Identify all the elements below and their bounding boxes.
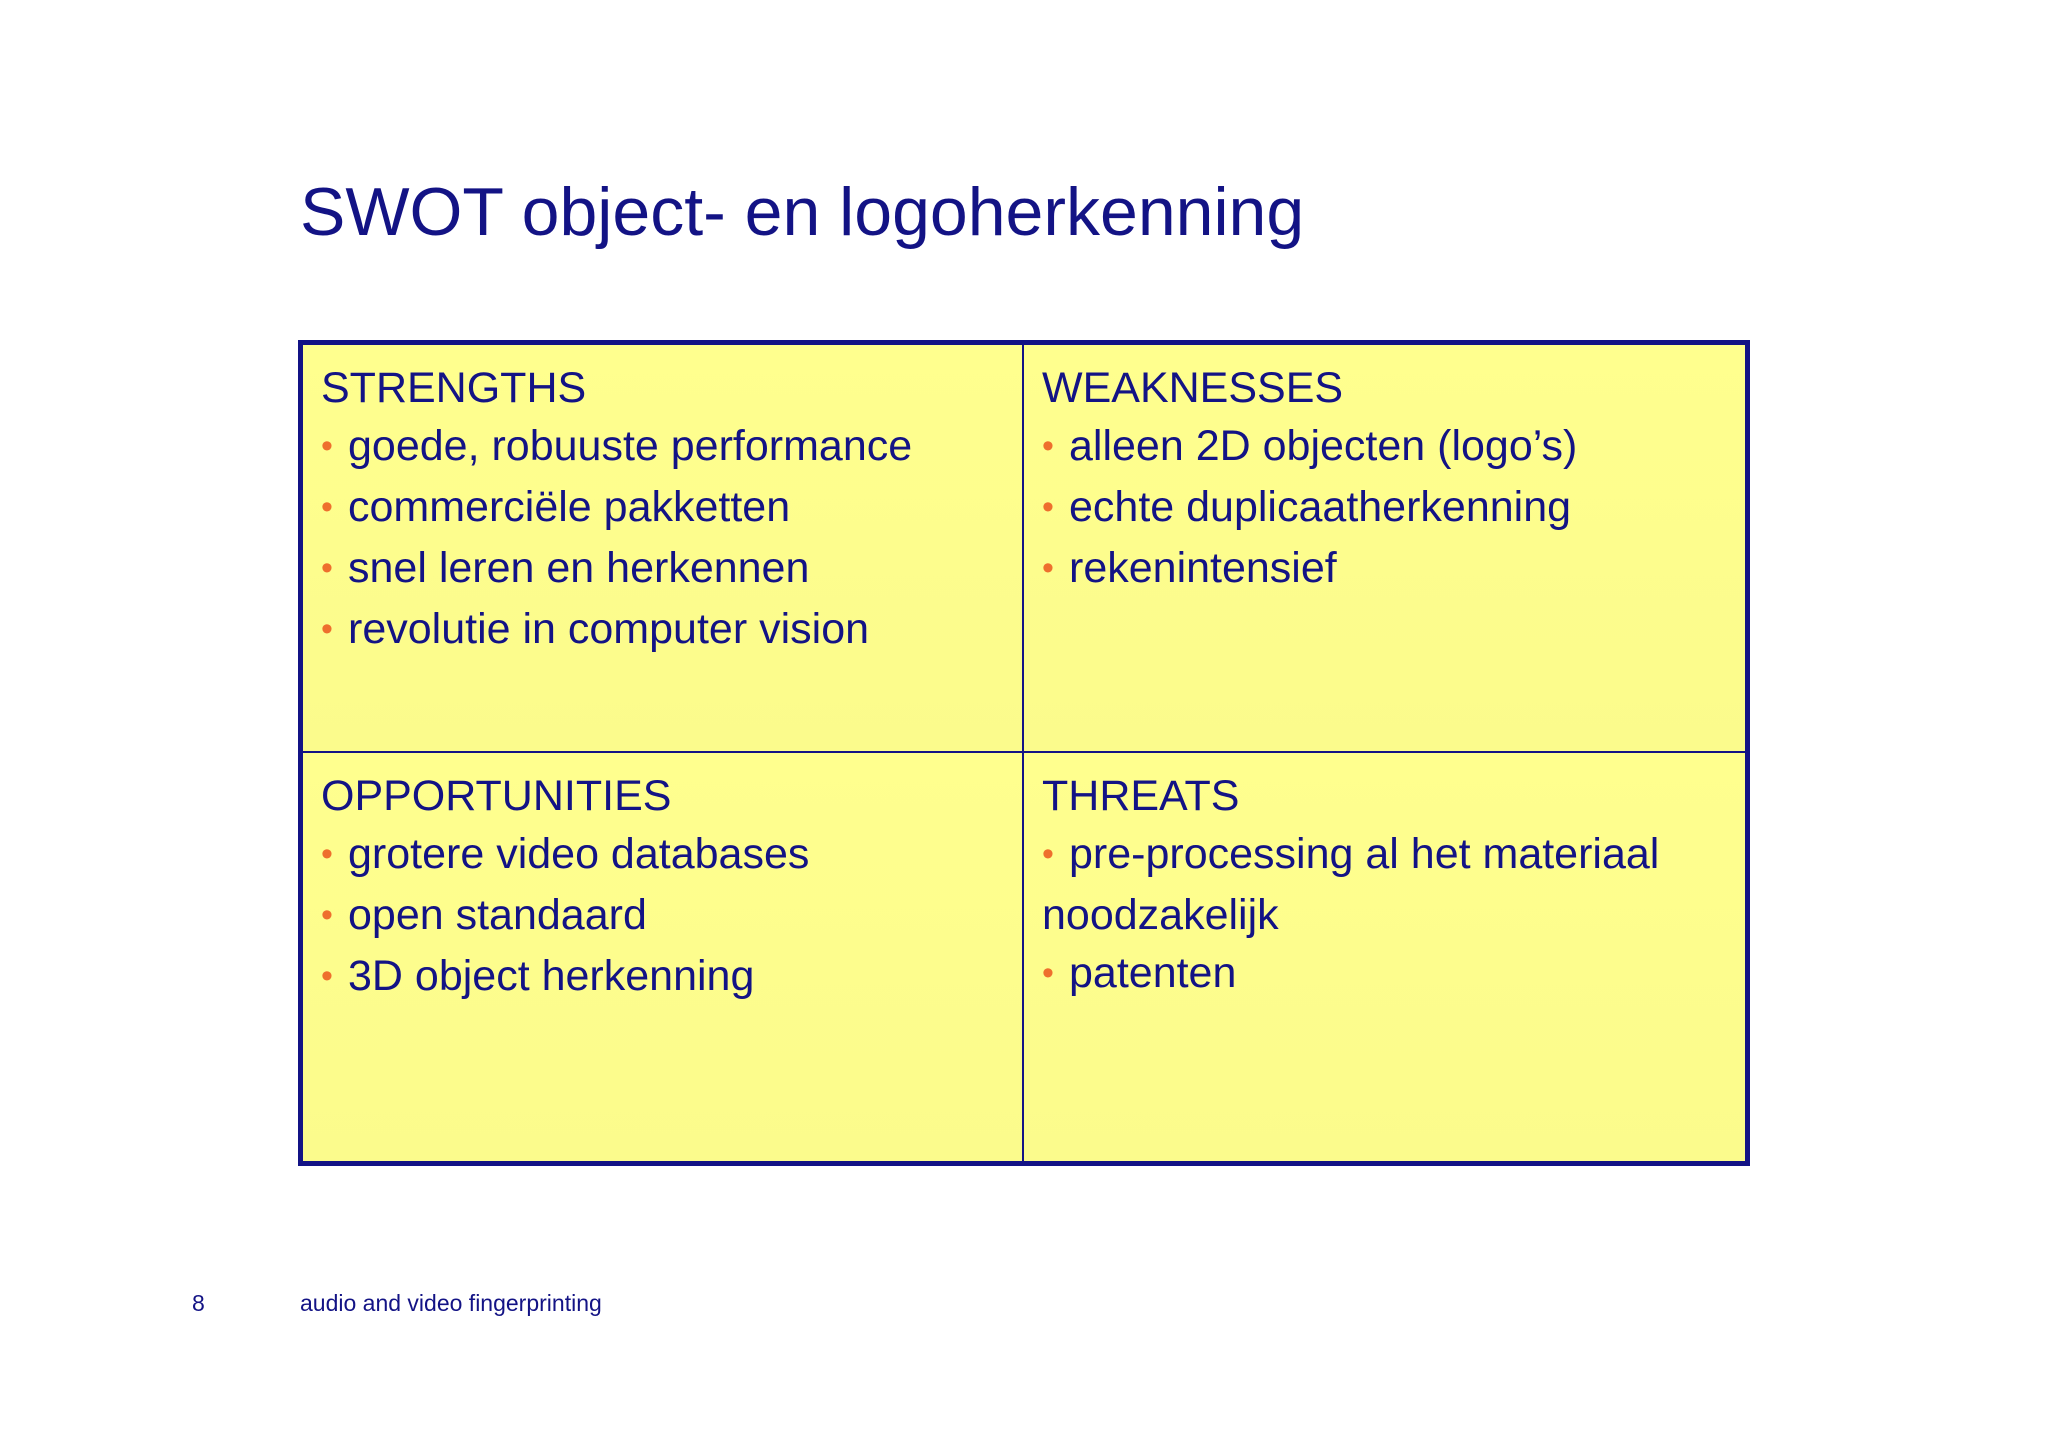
threats-list bbox=[1042, 825, 1727, 1005]
bullet-icon: • bbox=[321, 957, 333, 995]
weaknesses-heading: WEAKNESSES bbox=[1042, 364, 1344, 412]
bullet-text: commerciële pakketten bbox=[348, 483, 791, 531]
bullet-text: 3D object herkenning bbox=[348, 952, 755, 1000]
bullet-text: alleen 2D objecten (logo’s) bbox=[1069, 422, 1578, 470]
bullet-icon: • bbox=[321, 835, 333, 873]
bullet-item bbox=[1042, 417, 1727, 478]
bullet-icon: • bbox=[321, 610, 333, 648]
bullet-icon: • bbox=[1042, 549, 1054, 587]
strengths-cell bbox=[303, 345, 1024, 753]
bullet-icon: • bbox=[321, 427, 333, 465]
bullet-item bbox=[1042, 539, 1727, 600]
bullet-icon: • bbox=[321, 549, 333, 587]
weaknesses-cell bbox=[1024, 345, 1745, 753]
bullet-text: echte duplicaatherkenning bbox=[1069, 483, 1572, 531]
weaknesses-list bbox=[1042, 417, 1727, 600]
bullet-item bbox=[321, 600, 1004, 661]
bullet-text: snel leren en herkennen bbox=[348, 544, 810, 592]
opportunities-cell bbox=[303, 753, 1024, 1161]
strengths-heading: STRENGTHS bbox=[321, 364, 587, 412]
bullet-icon: • bbox=[321, 488, 333, 526]
bullet-text: grotere video databases bbox=[348, 830, 810, 878]
bullet-icon: • bbox=[1042, 427, 1054, 465]
bullet-icon: • bbox=[1042, 835, 1054, 873]
page-number: 8 bbox=[192, 1290, 205, 1316]
bullet-item bbox=[1042, 825, 1727, 944]
strengths-list bbox=[321, 417, 1004, 661]
bullet-item bbox=[1042, 478, 1727, 539]
slide-title: SWOT object- en logoherkenning bbox=[300, 174, 1305, 250]
bullet-text: revolutie in computer vision bbox=[348, 605, 870, 653]
bullet-icon: • bbox=[321, 896, 333, 934]
threats-cell bbox=[1024, 753, 1745, 1161]
bullet-icon: • bbox=[1042, 488, 1054, 526]
bullet-text: open standaard bbox=[348, 891, 647, 939]
bullet-text: goede, robuuste performance bbox=[348, 422, 913, 470]
opportunities-list bbox=[321, 825, 1004, 1008]
opportunities-heading: OPPORTUNITIES bbox=[321, 772, 672, 820]
bullet-text: pre-processing al het materiaal noodzakelijk bbox=[1042, 830, 1660, 939]
bullet-item bbox=[321, 947, 1004, 1008]
bullet-item bbox=[1042, 944, 1727, 1005]
bullet-item bbox=[321, 539, 1004, 600]
bullet-icon: • bbox=[1042, 954, 1054, 992]
bullet-text: patenten bbox=[1069, 949, 1237, 997]
swot-table bbox=[298, 340, 1750, 1166]
bullet-item bbox=[321, 417, 1004, 478]
bullet-item bbox=[321, 886, 1004, 947]
threats-heading: THREATS bbox=[1042, 772, 1240, 820]
bullet-text: rekenintensief bbox=[1069, 544, 1337, 592]
bullet-item bbox=[321, 825, 1004, 886]
bullet-item bbox=[321, 478, 1004, 539]
footer-text: audio and video fingerprinting bbox=[300, 1290, 602, 1316]
